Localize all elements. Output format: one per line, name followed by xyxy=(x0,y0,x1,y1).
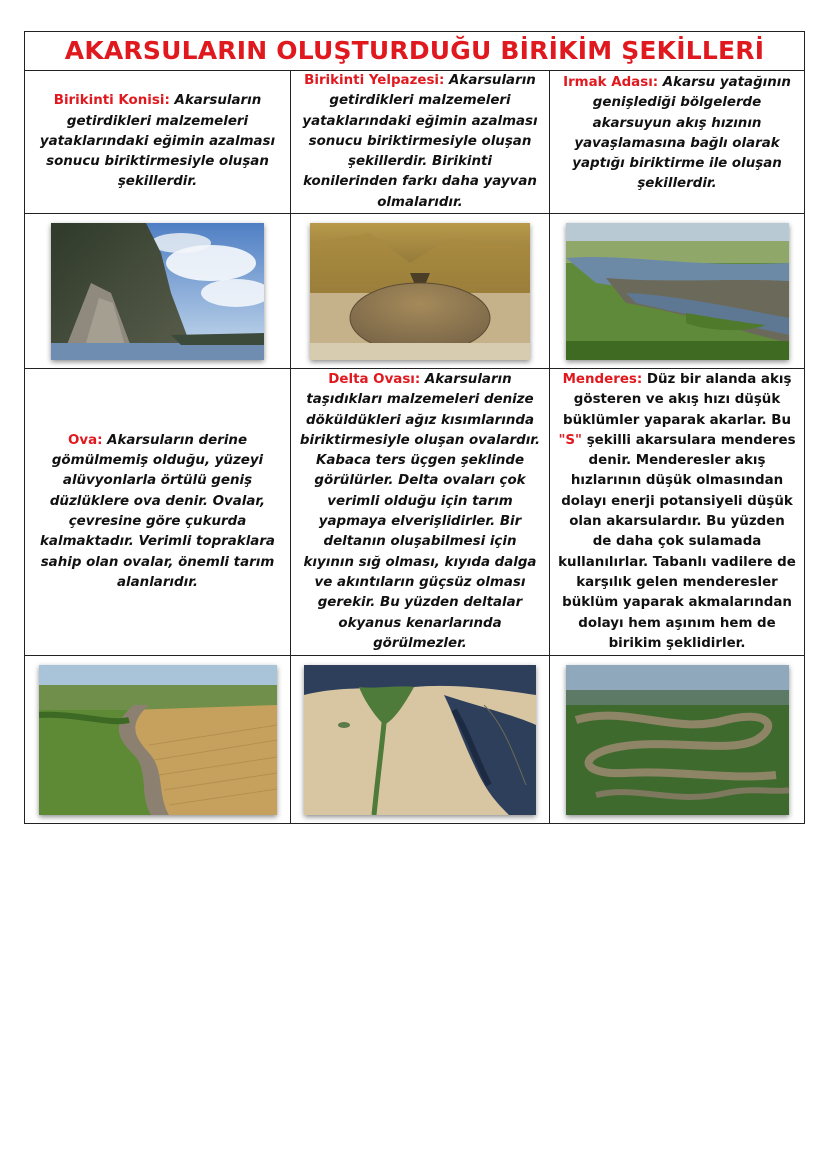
term-ova: Ova: xyxy=(67,432,103,448)
cell-photo-island xyxy=(550,214,805,369)
cell-birikinti-yelpazesi xyxy=(291,71,550,214)
cell-photo-meander xyxy=(550,656,805,824)
photo-meander xyxy=(566,665,789,815)
cell-photo-cone xyxy=(25,214,291,369)
worksheet xyxy=(24,31,804,824)
term-delta-ovasi: Delta Ovası: xyxy=(328,372,421,387)
term-menderes: Menderes: xyxy=(562,372,643,387)
cell-birikinti-konisi xyxy=(25,71,291,214)
title-cell xyxy=(25,32,805,71)
page-title: AKARSULARIN OLUŞTURDUĞU BİRİKİM ŞEKİLLERİ xyxy=(64,36,765,65)
term-birikinti-yelpazesi: Birikinti Yelpazesi: xyxy=(304,73,445,88)
term-birikinti-konisi: Birikinti Konisi: xyxy=(53,93,170,109)
cell-delta-ovasi xyxy=(291,369,550,656)
cell-ova xyxy=(25,369,291,656)
cell-photo-plain xyxy=(25,656,291,824)
cell-menderes xyxy=(550,369,805,656)
desc-birikinti-konisi: Akarsuların getirdikleri malzemeleri yataklarındaki eğimin azalması sonucu biriktirmesiyle oluşan şekillerdir. xyxy=(39,93,276,190)
cell-irmak-adasi xyxy=(550,71,805,214)
photo-river-island xyxy=(566,223,789,360)
term-irmak-adasi: Irmak Adası: xyxy=(563,75,659,90)
photo-nile-delta xyxy=(304,665,536,815)
photo-plain xyxy=(39,665,277,815)
desc-menderes-part1: Düz bir alanda akış gösteren ve akış hızı düşük büklümler yaparak akarlar. Bu xyxy=(563,372,792,428)
cell-photo-delta xyxy=(291,656,550,824)
desc-irmak-adasi: Akarsu yatağının genişlediği bölgelerde akarsuyun akış hızının yavaşlamasına bağlı olarak yaptığı biriktirme ile oluşan şekillerdir. xyxy=(572,75,791,192)
menderes-s-quote: "S" xyxy=(558,432,583,448)
desc-birikinti-yelpazesi: Akarsuların getirdikleri malzemeleri yataklarındaki eğimin azalması sonucu biriktirmesiyle oluşan şekillerdir. Birikinti konilerinden farkı daha yayvan olmalarıdır. xyxy=(302,73,538,210)
desc-delta-ovasi: Akarsuların taşıdıkları malzemeleri denize döküldükleri ağız kısımlarında biriktirmesiyle oluşan ovalardır. Kabaca ters üçgen şeklinde görülürler. Delta ovaları çok verimli olduğu için tarım yapmaya elverişlidirler. Bir deltanın oluşabilmesi için kıyının sığ olması, kıyıda dalga ve akıntıların güçsüz olması gerekir. Bu yüzden deltalar okyanus kenarlarında görülmezler. xyxy=(299,372,541,651)
landforms-table xyxy=(24,31,805,824)
photo-alluvial-fan xyxy=(310,223,530,360)
desc-ova: Akarsuların derine gömülmemiş olduğu, yüzeyi alüvyonlarla örtülü geniş düzlüklere ova denir. Ovalar, çevresine göre çukurda kalmaktadır. Verimli topraklara sahip olan ovalar, önemli tarım alanlarıdır. xyxy=(40,432,275,590)
desc-menderes-part2: şekilli akarsulara menderes denir. Menderesler akış hızlarının düşük olmasından dolayı enerji potansiyeli düşük olan akarsulardır. Bu yüzden de daha çok sulamada kullanılırlar. Tabanlı vadilere de karşılık gelen menderesler büklüm yaparak akmalarından dolayı hem aşınım hem de birikim şeklidirler. xyxy=(558,432,796,651)
cell-photo-fan xyxy=(291,214,550,369)
photo-alluvial-cone xyxy=(51,223,264,360)
